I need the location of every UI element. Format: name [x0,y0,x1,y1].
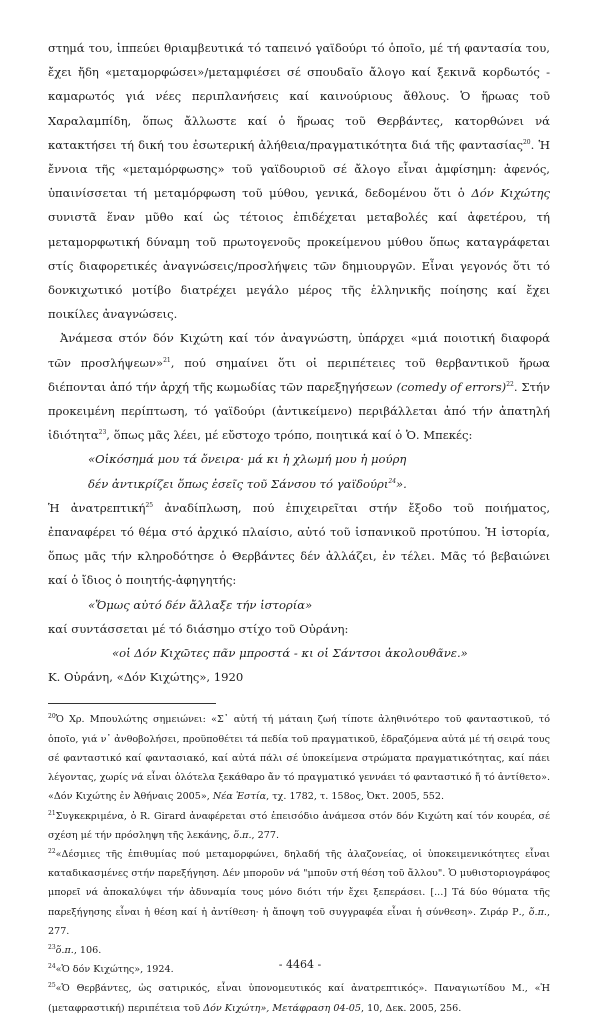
verse-line-2-end: ». [396,476,407,491]
footnote-number: 22 [48,847,56,855]
verse-line-4: «οἱ Δόν Κιχῶτες πᾶν μπροστά - κι οἱ Σάντσοι ἀκολουθᾶνε.» [112,646,468,661]
body-text [48,36,550,689]
footnote-25 [48,979,550,1017]
footnote-22-citation: , 277. [48,906,550,937]
footnote-23-citation: , 106. [73,944,102,956]
footnote-21-text: Συγκεκριμένα, ὁ R. Girard ἀναφέρεται στό ἐπεισόδιο ἀνάμεσα στόν δόν Κιχώτη καί τόν κουρέα, σέ σχέση μέ τήν πρόσληψη τῆς λεκάνης, [48,810,550,841]
paragraph-1-part-a: στημά του, ἱππεύει θριαμβευτικά τό ταπεινό γαϊδούρι τό ὁποῖο, μέ τή φαντασία του, ἔχει ἤδη «μεταμορφώσει»/μεταμφιέσει σέ σπουδαῖο ἄλογο καί ξεκινᾶ κορδωτός - καμαρωτός γιά νέες περιπλανήσεις καί καινούριους ἄθλους. Ὁ ἥρωας τοῦ Χαραλαμπίδη, ὅπως ἄλλωστε καί ὁ ἥρωας τοῦ Θερβάντες, κατορθώνει νά κατακτήσει τή δική του ἐσωτερική ἀλήθεια/πραγματικότητα διά τῆς φαντασίας [48,41,550,152]
journal-title: », Μετάφραση 04-05 [260,1002,362,1014]
verse-line-1: «Οἰκόσημά μου τά ὄνειρα· μά κι ἡ χλωμή μου ἡ μούρη [88,452,407,467]
footnote-number: 23 [48,943,56,951]
paragraph-4: καί συντάσσεται μέ τό διάσημο στίχο τοῦ Οὐράνη: [48,621,349,636]
footnote-21 [48,807,550,845]
verse-line-2 [48,472,550,496]
paragraph-2 [48,326,550,447]
footnote-22 [48,845,550,941]
footnote-22-text: «Δέσμιες τῆς ἐπιθυμίας πού μεταμορφώνει, δηλαδή τῆς ἀλαζονείας, οἱ ὑποκειμενικότητες εἶναι καταδικασμένες στήν παρεξήγηση. Δέν μποροῦν νά "μποῦν στή θέση τοῦ ἄλλου". Ὁ μυθιστοριογράφος μπορεῖ νά ἀποκαλύψει τήν ἀδυναμία τους μόνο διότι τήν ἔχει ξεπεράσει. [...] Τά δύο θύματα τῆς παρεξήγησης εἶναι ἡ θέση καί ἡ ἀντίθεση· ἡ ἄποψη τοῦ συγγραφέα εἶναι ἡ σύνθεση». Ζιράρ Ρ., [48,848,550,918]
book-title: Δόν Κιχώτης [471,186,550,201]
footnote-ref-24: 24 [388,477,397,485]
footnote-ref-21: 21 [163,356,171,364]
footnote-24-text: «Ὁ δόν Κιχώτης», 1924. [55,964,174,976]
journal-title: Νέα Ἑστία [212,791,267,803]
comedy-of-errors: (comedy of errors) [396,379,507,394]
paragraph-3 [48,496,550,593]
paragraph-3-part-b: ἀναδίπλωση, πού ἐπιχειρεῖται στήν ἔξοδο τοῦ ποιήματος, ἐπαναφέρει τό θέμα στό ἀρχικό πλαίσιο, αὐτό τοῦ ἱσπανικοῦ προτύπου. Ἡ ἱστορία, ὅπως μᾶς τήν κληροδότησε ὁ Θερβάντες δέν ἀλλάζει, ἐν τέλει. Μᾶς τό βεβαιώνει καί ὁ ἴδιος ὁ ποιητής-ἀφηγητής: [48,500,550,588]
book-title: Δόν Κιχώτη [203,1002,261,1014]
paragraph-2-part-b: , πού σημαίνει ὅτι οἱ περιπέτειες τοῦ θερβαντικοῦ ἥρωα διέπονται ἀπό τήν ἀρχή τῆς κωμωδίας τῶν παρεξηγήσεων [48,355,550,394]
verse-line-3: «Ὅμως αὐτό δέν ἄλλαξε τήν ἱστορία» [88,597,313,612]
footnote-number: 20 [48,713,56,721]
paragraph-2-part-a: Ἀνάμεσα στόν δόν Κιχώτη καί τόν ἀναγνώστη, ὑπάρχει «μιά ποιοτική διαφορά τῶν προσλήψεων» [48,331,550,370]
paragraph-1-part-c: συνιστᾶ ἕναν μῦθο καί ὡς τέτοιος ἐπιδέχεται μεταβολές καί ἀφετέρου, τή μεταμορφωτική δύναμη τοῦ πρωτογενοῦς προκείμενου μύθου ὅπως καταγράφεται στίς διαφορετικές ἀναγνώσεις/προσλήψεις τῶν δημιουργῶν. Εἶναι γεγονός ὅτι τό δονκιχωτικό μοτίβο διατρέχει μεγάλο μέρος τῆς ἑλληνικῆς ποίησης καί ἔχει ποικίλες ἀναγνώσεις. [48,210,550,322]
verse-line-2-text: δέν ἀντικρίζει ὅπως ἐσεῖς τοῦ Σάνσου τό γαϊδούρι [88,476,389,491]
op-cit: ὅ.π. [528,906,547,918]
footnote-ref-22: 22 [506,380,514,388]
paragraph-1-part-b: . Ἡ ἔννοια τῆς «μεταμόρφωσης» τοῦ γαϊδουριοῦ σέ ἄλογο εἶναι ἀμφίσημη: ἀφενός, ὑπαινίσσεται τή μεταμόρφωση τοῦ μύθου, γενικά, δεδομένου ὅτι ὁ [48,137,550,201]
footnote-number: 25 [48,982,56,990]
attribution: Κ. Οὐράνη, «Δόν Κιχώτης», 1920 [48,670,244,685]
footnote-number: 21 [48,809,56,817]
op-cit: ὅ.π. [55,944,74,956]
footnote-divider [48,703,216,704]
op-cit: ὅ.π. [233,829,252,841]
footnotes [48,710,550,1017]
footnote-20-citation: , τχ. 1782, τ. 158ος, Ὀκτ. 2005, 552. [266,791,445,803]
footnote-ref-20: 20 [522,138,531,146]
footnote-25-text: «Ὁ Θερβάντες, ὡς σατιρικός, εἶναι ὑπονομευτικός καί ἀνατρεπτικός». Παναγιωτίδου Μ., «Ἡ (μεταφραστική) περιπέτεια τοῦ [48,983,550,1014]
paragraph-1 [48,36,550,326]
paragraph-3-part-a: Ἡ ἀνατρεπτική [48,500,146,515]
paragraph-2-part-c: . Στήν προκειμένη περίπτωση, τό γαϊδούρι (ἀντικείμενο) περιβάλλεται ἀπό τήν ἀπατηλή ἰδιότητα [48,379,550,443]
footnote-20 [48,710,550,806]
footnote-25-citation: , 10, Δεκ. 2005, 256. [361,1002,462,1014]
footnote-ref-25: 25 [145,502,154,509]
footnote-20-text: Ὁ Χρ. Μπουλώτης σημειώνει: «Σ᾽ αὐτή τή μάταιη ζωή τίποτε ἀληθινότερο τοῦ φανταστικοῦ, τό ὁποῖο, γιά ν᾽ ἀνθοβολήσει, προϋποθέτει τά πεδία τοῦ πραγματικοῦ, ἑδραζόμενα αὐτά μέ τή σειρά τους σέ φανταστικό καί φαντασιακό, καί αὐτά πάλι σέ ὑποκείμενα στρώματα πραγματικότητας, καί πάει λέγοντας, χωρίς νά εἶναι ὁλότελα ξεκάθαρο ἄν τό πραγματικό γεννάει τό φανταστικό ἤ τό ἀντίθετο». «Δόν Κιχώτης ἐν Ἀθήναις 2005», [48,714,550,803]
footnote-number: 24 [48,962,56,970]
footnote-ref-23: 23 [98,429,107,437]
page-number: - 4464 - [278,958,322,971]
paragraph-2-part-d: , ὅπως μᾶς λέει, μέ εὔστοχο τρόπο, ποιητικά καί ὁ Ὁ. Μπεκές: [106,428,473,443]
footnote-21-citation: , 277. [251,829,280,841]
